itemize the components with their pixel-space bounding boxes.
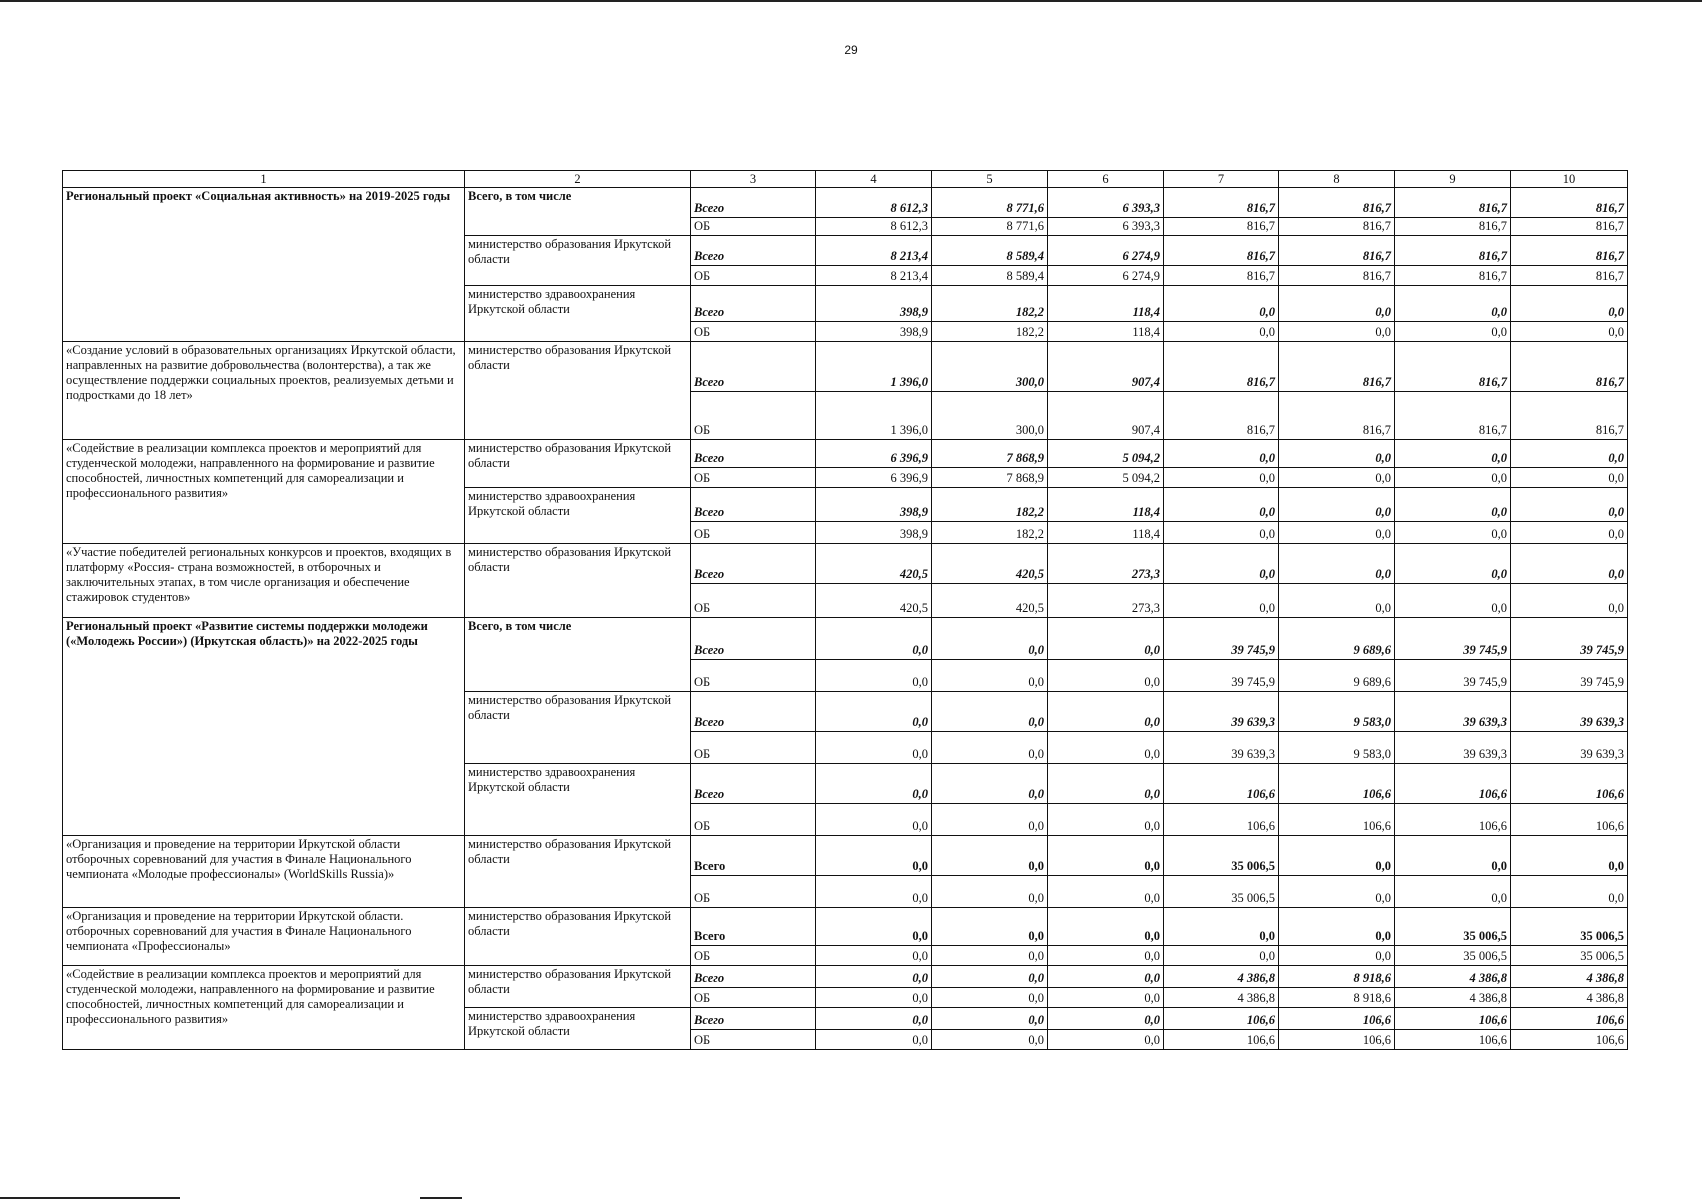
amount-cell: 0,0	[1048, 732, 1164, 764]
amount-cell: 35 006,5	[1164, 836, 1279, 876]
amount-cell: 6 274,9	[1048, 266, 1164, 286]
budget-table	[62, 170, 1628, 1050]
column-number: 1	[63, 171, 465, 188]
amount-cell: 816,7	[1279, 218, 1395, 236]
amount-cell: 8 612,3	[816, 188, 932, 218]
column-number: 4	[816, 171, 932, 188]
amount-cell: 0,0	[1279, 286, 1395, 322]
amount-cell: 4 386,8	[1164, 966, 1279, 988]
amount-cell: 8 213,4	[816, 266, 932, 286]
amount-cell: 8 918,6	[1279, 966, 1395, 988]
funding-source-cell: ОБ	[691, 322, 816, 342]
amount-cell: 6 393,3	[1048, 188, 1164, 218]
amount-cell: 182,2	[932, 322, 1048, 342]
table-row	[63, 188, 1628, 218]
amount-cell: 0,0	[1048, 1008, 1164, 1030]
amount-cell: 0,0	[816, 660, 932, 692]
amount-cell: 816,7	[1395, 236, 1511, 266]
amount-cell: 816,7	[1511, 392, 1628, 440]
amount-cell: 0,0	[1511, 522, 1628, 544]
amount-cell: 0,0	[1048, 908, 1164, 946]
executor-cell: Всего, в том числе	[465, 188, 691, 236]
amount-cell: 39 745,9	[1395, 660, 1511, 692]
funding-source-cell: Всего	[691, 440, 816, 468]
amount-cell: 0,0	[932, 908, 1048, 946]
amount-cell: 0,0	[1279, 488, 1395, 522]
amount-cell: 300,0	[932, 342, 1048, 392]
amount-cell: 106,6	[1164, 1030, 1279, 1050]
amount-cell: 106,6	[1395, 1030, 1511, 1050]
amount-cell: 398,9	[816, 522, 932, 544]
funding-source-cell: ОБ	[691, 804, 816, 836]
executor-cell: министерство образования Иркутской области	[465, 966, 691, 1008]
activity-name-cell: «Участие победителей региональных конкурсов и проектов, входящих в платформу «Россия- страна возможностей, в отборочных и заключительных этапах, в том числе организация и обеспечение стажировок студентов»	[63, 544, 465, 618]
funding-source-cell: Всего	[691, 836, 816, 876]
funding-source-cell: ОБ	[691, 392, 816, 440]
amount-cell: 398,9	[816, 488, 932, 522]
amount-cell: 106,6	[1511, 1030, 1628, 1050]
executor-cell: Всего, в том числе	[465, 618, 691, 692]
amount-cell: 39 745,9	[1511, 618, 1628, 660]
executor-cell: министерство образования Иркутской области	[465, 544, 691, 618]
funding-source-cell: ОБ	[691, 1030, 816, 1050]
amount-cell: 106,6	[1395, 1008, 1511, 1030]
funding-source-cell: Всего	[691, 286, 816, 322]
amount-cell: 4 386,8	[1395, 988, 1511, 1008]
amount-cell: 816,7	[1511, 342, 1628, 392]
table-row	[63, 618, 1628, 660]
amount-cell: 273,3	[1048, 584, 1164, 618]
funding-source-cell: Всего	[691, 908, 816, 946]
amount-cell: 0,0	[1395, 488, 1511, 522]
column-number: 5	[932, 171, 1048, 188]
amount-cell: 4 386,8	[1511, 988, 1628, 1008]
amount-cell: 118,4	[1048, 322, 1164, 342]
amount-cell: 0,0	[932, 804, 1048, 836]
amount-cell: 0,0	[932, 732, 1048, 764]
column-number: 7	[1164, 171, 1279, 188]
amount-cell: 0,0	[1511, 876, 1628, 908]
amount-cell: 4 386,8	[1164, 988, 1279, 1008]
amount-cell: 0,0	[932, 618, 1048, 660]
funding-source-cell: ОБ	[691, 522, 816, 544]
amount-cell: 398,9	[816, 286, 932, 322]
amount-cell: 0,0	[1048, 804, 1164, 836]
funding-source-cell: ОБ	[691, 732, 816, 764]
amount-cell: 0,0	[1511, 322, 1628, 342]
amount-cell: 39 745,9	[1164, 660, 1279, 692]
executor-cell: министерство образования Иркутской области	[465, 836, 691, 908]
amount-cell: 816,7	[1395, 218, 1511, 236]
table-body	[63, 188, 1628, 1050]
amount-cell: 9 689,6	[1279, 660, 1395, 692]
amount-cell: 0,0	[1048, 836, 1164, 876]
amount-cell: 0,0	[1164, 544, 1279, 584]
amount-cell: 8 589,4	[932, 266, 1048, 286]
amount-cell: 0,0	[816, 1008, 932, 1030]
amount-cell: 420,5	[816, 544, 932, 584]
amount-cell: 0,0	[932, 1030, 1048, 1050]
executor-cell: министерство образования Иркутской области	[465, 908, 691, 966]
column-number: 10	[1511, 171, 1628, 188]
activity-name-cell: «Организация и проведение на территории Иркутской области отборочных соревнований для участия в Финале Национального чемпионата «Молодые профессионалы» (WorldSkills Russia)»	[63, 836, 465, 908]
amount-cell: 182,2	[932, 522, 1048, 544]
amount-cell: 0,0	[1048, 660, 1164, 692]
table-row	[63, 966, 1628, 988]
amount-cell: 5 094,2	[1048, 468, 1164, 488]
amount-cell: 106,6	[1164, 804, 1279, 836]
amount-cell: 0,0	[932, 946, 1048, 966]
amount-cell: 816,7	[1511, 266, 1628, 286]
amount-cell: 0,0	[1279, 584, 1395, 618]
amount-cell: 9 689,6	[1279, 618, 1395, 660]
amount-cell: 0,0	[816, 966, 932, 988]
amount-cell: 816,7	[1164, 342, 1279, 392]
amount-cell: 420,5	[932, 544, 1048, 584]
amount-cell: 0,0	[932, 692, 1048, 732]
funding-source-cell: Всего	[691, 618, 816, 660]
amount-cell: 0,0	[1048, 618, 1164, 660]
amount-cell: 0,0	[1279, 908, 1395, 946]
amount-cell: 816,7	[1395, 392, 1511, 440]
amount-cell: 816,7	[1395, 342, 1511, 392]
amount-cell: 39 639,3	[1395, 732, 1511, 764]
amount-cell: 816,7	[1279, 266, 1395, 286]
funding-source-cell: ОБ	[691, 946, 816, 966]
amount-cell: 0,0	[1395, 544, 1511, 584]
amount-cell: 106,6	[1511, 1008, 1628, 1030]
funding-source-cell: Всего	[691, 692, 816, 732]
activity-name-cell: «Содействие в реализации комплекса проектов и мероприятий для студенческой молодежи, направленного на формирование и развитие способностей, личностных компетенций для самореализации и профессионального развития»	[63, 440, 465, 544]
amount-cell: 7 868,9	[932, 468, 1048, 488]
amount-cell: 816,7	[1164, 266, 1279, 286]
amount-cell: 6 396,9	[816, 440, 932, 468]
amount-cell: 118,4	[1048, 488, 1164, 522]
activity-name-cell: «Содействие в реализации комплекса проектов и мероприятий для студенческой молодежи, направленного на формирование и развитие способностей, личностных компетенций для самореализации и профессионального развития»	[63, 966, 465, 1050]
amount-cell: 0,0	[1395, 584, 1511, 618]
amount-cell: 106,6	[1279, 764, 1395, 804]
activity-name-cell: «Создание условий в образовательных организациях Иркутской области, направленных на развитие добровольчества (волонтерства), а так же осуществление поддержки социальных проектов, реализуемых детьми и подростками до 18 лет»	[63, 342, 465, 440]
activity-name-cell: Региональный проект «Развитие системы поддержки молодежи («Молодежь России») (Иркутская область)» на 2022-2025 годы	[63, 618, 465, 836]
funding-source-cell: Всего	[691, 236, 816, 266]
amount-cell: 816,7	[1511, 218, 1628, 236]
amount-cell: 106,6	[1164, 764, 1279, 804]
amount-cell: 0,0	[816, 1030, 932, 1050]
amount-cell: 0,0	[1279, 544, 1395, 584]
amount-cell: 0,0	[816, 618, 932, 660]
amount-cell: 182,2	[932, 286, 1048, 322]
amount-cell: 0,0	[1395, 836, 1511, 876]
amount-cell: 0,0	[1048, 876, 1164, 908]
amount-cell: 0,0	[1048, 966, 1164, 988]
amount-cell: 0,0	[1279, 836, 1395, 876]
amount-cell: 816,7	[1511, 188, 1628, 218]
amount-cell: 39 745,9	[1511, 660, 1628, 692]
amount-cell: 0,0	[1048, 946, 1164, 966]
funding-source-cell: Всего	[691, 544, 816, 584]
funding-source-cell: Всего	[691, 342, 816, 392]
amount-cell: 8 771,6	[932, 188, 1048, 218]
executor-cell: министерство образования Иркутской области	[465, 440, 691, 488]
amount-cell: 0,0	[1164, 946, 1279, 966]
amount-cell: 0,0	[816, 804, 932, 836]
executor-cell: министерство здравоохранения Иркутской области	[465, 488, 691, 544]
executor-cell: министерство здравоохранения Иркутской области	[465, 286, 691, 342]
amount-cell: 0,0	[932, 1008, 1048, 1030]
column-number: 3	[691, 171, 816, 188]
amount-cell: 907,4	[1048, 392, 1164, 440]
amount-cell: 0,0	[1048, 692, 1164, 732]
amount-cell: 816,7	[1164, 236, 1279, 266]
column-number: 9	[1395, 171, 1511, 188]
amount-cell: 9 583,0	[1279, 732, 1395, 764]
amount-cell: 398,9	[816, 322, 932, 342]
amount-cell: 39 639,3	[1395, 692, 1511, 732]
amount-cell: 816,7	[1279, 188, 1395, 218]
amount-cell: 0,0	[1279, 440, 1395, 468]
amount-cell: 0,0	[1279, 322, 1395, 342]
amount-cell: 182,2	[932, 488, 1048, 522]
amount-cell: 0,0	[932, 660, 1048, 692]
amount-cell: 39 639,3	[1164, 732, 1279, 764]
executor-cell: министерство здравоохранения Иркутской области	[465, 764, 691, 836]
table-row	[63, 908, 1628, 946]
amount-cell: 0,0	[1511, 440, 1628, 468]
amount-cell: 420,5	[816, 584, 932, 618]
column-number-row	[63, 171, 1628, 188]
funding-source-cell: Всего	[691, 1008, 816, 1030]
amount-cell: 420,5	[932, 584, 1048, 618]
activity-name-cell: «Организация и проведение на территории Иркутской области. отборочных соревнований для участия в Финале Национального чемпионата «Профессионалы»	[63, 908, 465, 966]
amount-cell: 816,7	[1164, 188, 1279, 218]
amount-cell: 106,6	[1279, 804, 1395, 836]
amount-cell: 0,0	[816, 988, 932, 1008]
funding-source-cell: ОБ	[691, 584, 816, 618]
amount-cell: 0,0	[932, 876, 1048, 908]
amount-cell: 106,6	[1279, 1030, 1395, 1050]
amount-cell: 8 918,6	[1279, 988, 1395, 1008]
amount-cell: 106,6	[1279, 1008, 1395, 1030]
executor-cell: министерство образования Иркутской области	[465, 692, 691, 764]
scan-edge-bottom-mid	[420, 1197, 462, 1199]
amount-cell: 106,6	[1395, 804, 1511, 836]
table-row	[63, 440, 1628, 468]
funding-source-cell: ОБ	[691, 988, 816, 1008]
amount-cell: 0,0	[1048, 1030, 1164, 1050]
amount-cell: 7 868,9	[932, 440, 1048, 468]
amount-cell: 0,0	[1511, 488, 1628, 522]
amount-cell: 0,0	[1511, 544, 1628, 584]
amount-cell: 106,6	[1395, 764, 1511, 804]
executor-cell: министерство образования Иркутской области	[465, 236, 691, 286]
amount-cell: 0,0	[932, 966, 1048, 988]
amount-cell: 0,0	[1395, 322, 1511, 342]
amount-cell: 39 639,3	[1511, 732, 1628, 764]
amount-cell: 39 639,3	[1511, 692, 1628, 732]
table-row	[63, 544, 1628, 584]
amount-cell: 0,0	[1395, 468, 1511, 488]
amount-cell: 816,7	[1279, 392, 1395, 440]
amount-cell: 39 745,9	[1395, 618, 1511, 660]
funding-source-cell: Всего	[691, 764, 816, 804]
amount-cell: 1 396,0	[816, 392, 932, 440]
funding-source-cell: ОБ	[691, 660, 816, 692]
amount-cell: 118,4	[1048, 522, 1164, 544]
amount-cell: 0,0	[1279, 468, 1395, 488]
funding-source-cell: Всего	[691, 188, 816, 218]
amount-cell: 0,0	[816, 692, 932, 732]
amount-cell: 0,0	[1164, 440, 1279, 468]
amount-cell: 0,0	[1279, 522, 1395, 544]
amount-cell: 0,0	[1164, 286, 1279, 322]
amount-cell: 816,7	[1511, 236, 1628, 266]
funding-source-cell: ОБ	[691, 468, 816, 488]
amount-cell: 0,0	[1164, 468, 1279, 488]
amount-cell: 35 006,5	[1395, 908, 1511, 946]
amount-cell: 0,0	[816, 732, 932, 764]
amount-cell: 39 639,3	[1164, 692, 1279, 732]
amount-cell: 0,0	[816, 908, 932, 946]
amount-cell: 0,0	[1164, 322, 1279, 342]
amount-cell: 816,7	[1164, 392, 1279, 440]
amount-cell: 8 612,3	[816, 218, 932, 236]
column-number: 6	[1048, 171, 1164, 188]
amount-cell: 0,0	[932, 836, 1048, 876]
amount-cell: 0,0	[816, 836, 932, 876]
table-row	[63, 836, 1628, 876]
amount-cell: 816,7	[1279, 342, 1395, 392]
amount-cell: 6 274,9	[1048, 236, 1164, 266]
amount-cell: 35 006,5	[1164, 876, 1279, 908]
amount-cell: 106,6	[1164, 1008, 1279, 1030]
amount-cell: 8 771,6	[932, 218, 1048, 236]
amount-cell: 0,0	[1395, 522, 1511, 544]
amount-cell: 0,0	[1511, 286, 1628, 322]
table-row	[63, 342, 1628, 392]
amount-cell: 0,0	[1511, 836, 1628, 876]
amount-cell: 816,7	[1395, 266, 1511, 286]
amount-cell: 1 396,0	[816, 342, 932, 392]
amount-cell: 0,0	[1164, 522, 1279, 544]
amount-cell: 5 094,2	[1048, 440, 1164, 468]
amount-cell: 0,0	[1395, 286, 1511, 322]
amount-cell: 0,0	[1048, 764, 1164, 804]
amount-cell: 106,6	[1511, 804, 1628, 836]
amount-cell: 35 006,5	[1395, 946, 1511, 966]
amount-cell: 0,0	[1048, 988, 1164, 1008]
amount-cell: 6 393,3	[1048, 218, 1164, 236]
amount-cell: 9 583,0	[1279, 692, 1395, 732]
amount-cell: 4 386,8	[1395, 966, 1511, 988]
amount-cell: 0,0	[1395, 876, 1511, 908]
amount-cell: 300,0	[932, 392, 1048, 440]
amount-cell: 39 745,9	[1164, 618, 1279, 660]
page-number: 29	[844, 43, 858, 57]
executor-cell: министерство образования Иркутской области	[465, 342, 691, 440]
amount-cell: 0,0	[816, 764, 932, 804]
amount-cell: 106,6	[1511, 764, 1628, 804]
amount-cell: 0,0	[1395, 440, 1511, 468]
column-number: 2	[465, 171, 691, 188]
amount-cell: 0,0	[1164, 488, 1279, 522]
executor-cell: министерство здравоохранения Иркутской области	[465, 1008, 691, 1050]
amount-cell: 0,0	[1511, 468, 1628, 488]
amount-cell: 816,7	[1164, 218, 1279, 236]
activity-name-cell: Региональный проект «Социальная активность» на 2019-2025 годы	[63, 188, 465, 342]
amount-cell: 0,0	[1164, 584, 1279, 618]
amount-cell: 6 396,9	[816, 468, 932, 488]
amount-cell: 816,7	[1395, 188, 1511, 218]
scan-edge-bottom-left	[0, 1197, 180, 1199]
amount-cell: 35 006,5	[1511, 946, 1628, 966]
amount-cell: 4 386,8	[1511, 966, 1628, 988]
amount-cell: 816,7	[1279, 236, 1395, 266]
amount-cell: 0,0	[816, 946, 932, 966]
funding-source-cell: ОБ	[691, 218, 816, 236]
funding-source-cell: Всего	[691, 488, 816, 522]
amount-cell: 35 006,5	[1511, 908, 1628, 946]
funding-source-cell: ОБ	[691, 266, 816, 286]
funding-source-cell: Всего	[691, 966, 816, 988]
amount-cell: 0,0	[932, 764, 1048, 804]
amount-cell: 8 213,4	[816, 236, 932, 266]
scan-edge-top	[0, 0, 1702, 2]
amount-cell: 0,0	[1511, 584, 1628, 618]
amount-cell: 0,0	[816, 876, 932, 908]
amount-cell: 118,4	[1048, 286, 1164, 322]
amount-cell: 0,0	[932, 988, 1048, 1008]
column-number: 8	[1279, 171, 1395, 188]
amount-cell: 0,0	[1164, 908, 1279, 946]
amount-cell: 0,0	[1279, 876, 1395, 908]
amount-cell: 8 589,4	[932, 236, 1048, 266]
funding-source-cell: ОБ	[691, 876, 816, 908]
amount-cell: 907,4	[1048, 342, 1164, 392]
amount-cell: 273,3	[1048, 544, 1164, 584]
amount-cell: 0,0	[1279, 946, 1395, 966]
